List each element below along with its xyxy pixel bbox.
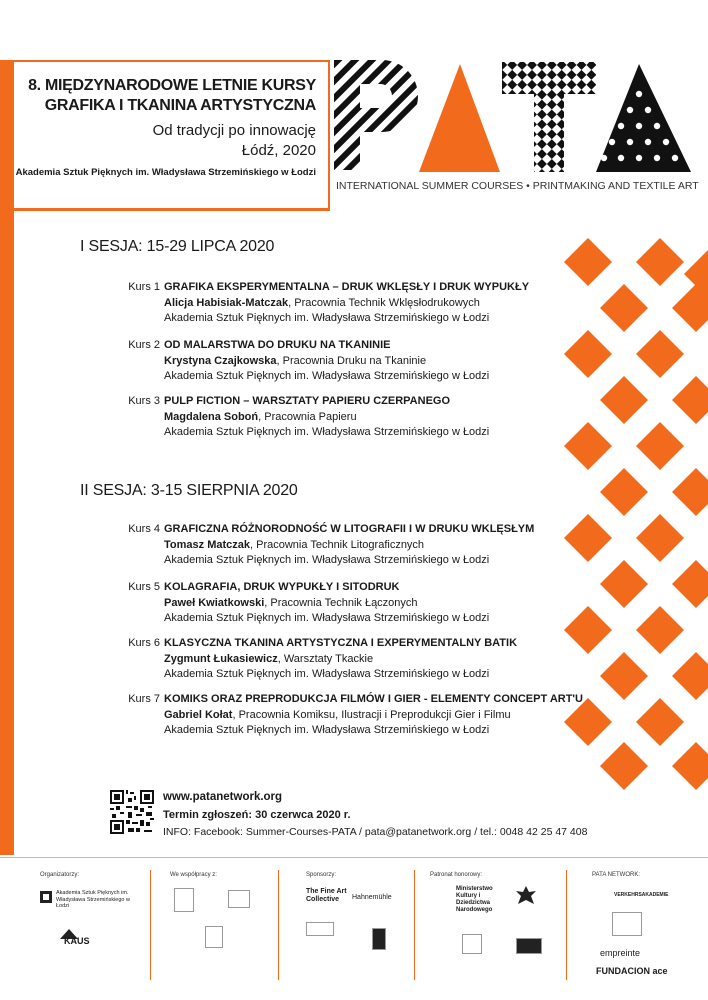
letter-p — [334, 60, 424, 175]
letter-t-checker — [502, 62, 596, 172]
course-academy: Akademia Sztuk Pięknych im. Władysława Strzemińskiego w Łodzi — [164, 724, 490, 736]
patronage-label: Patronat honorowy: — [430, 872, 483, 878]
course-studio: , Pracownia Komiksu, Ilustracji i Preprodukcji Gier i Filmu — [232, 708, 511, 721]
course-teacher: Zygmunt Łukasiewicz — [164, 652, 278, 665]
sponsor-logo-4[interactable] — [372, 928, 386, 950]
course-studio: , Pracownia Technik Litograficznych — [250, 538, 425, 551]
net-verkehrs[interactable]: VERKEHRSAKADEMIE — [614, 892, 669, 898]
course-studio: , Pracownia Papieru — [258, 410, 357, 423]
net-logo-2[interactable] — [612, 912, 642, 936]
course-number: Kurs 5 — [128, 581, 160, 593]
sponsors-label: Sponsorzy: — [306, 872, 337, 878]
qr-code[interactable] — [110, 790, 154, 834]
footer-divider — [0, 857, 708, 858]
course-studio: , Warsztaty Tkackie — [277, 652, 374, 665]
patron-logo-3[interactable] — [462, 934, 482, 954]
course-teacher: Gabriel Kołat — [164, 708, 233, 721]
course-academy: Akademia Sztuk Pięknych im. Władysława Strzemińskiego w Łodzi — [164, 312, 490, 324]
header-city-year: Łódź, 2020 — [241, 142, 316, 159]
course-title: GRAFIKA EKSPERYMENTALNA – DRUK WKLĘSŁY I DRUK WYPUKŁY — [164, 281, 530, 293]
course-academy: Akademia Sztuk Pięknych im. Władysława Strzemińskiego w Łodzi — [164, 370, 490, 382]
header-top-line — [14, 60, 330, 62]
header-right-line — [328, 60, 330, 210]
course-number: Kurs 7 — [128, 693, 160, 705]
org-kaus-name: KAUS — [64, 936, 90, 946]
website-link[interactable]: www.patanetwork.org — [163, 791, 283, 803]
network-label: PATA NETWORK: — [592, 872, 641, 878]
header-title-line2: GRAFIKA I TKANINA ARTYSTYCZNA — [44, 97, 316, 114]
org-asp-name: Akademia Sztuk Pięknych im. Władysława Strzemińskiego w Łodzi — [56, 890, 130, 909]
organizers-label: Organizatorzy: — [40, 872, 80, 878]
pata-tagline: INTERNATIONAL SUMMER COURSES • PRINTMAKING AND TEXTILE ART — [336, 180, 699, 192]
course-title: PULP FICTION – WARSZTATY PAPIERU CZERPANEGO — [164, 395, 451, 407]
session-2-title: II SESJA: 3-15 SIERPNIA 2020 — [80, 482, 298, 499]
course-teacher: Alicja Habisiak-Matczak — [164, 296, 289, 309]
header-title-line1: 8. MIĘDZYNARODOWE LETNIE KURSY — [28, 77, 316, 94]
net-empreinte[interactable]: empreinte — [600, 948, 641, 958]
course-teacher: Magdalena Soboń — [164, 410, 259, 423]
sponsor-logo-3[interactable] — [306, 922, 334, 936]
course-number: Kurs 2 — [128, 339, 160, 351]
course-number: Kurs 4 — [128, 523, 160, 535]
course-title: GRAFICZNA RÓŻNORODNOŚĆ W LITOGRAFII I W DRUKU WKLĘSŁYM — [164, 523, 535, 535]
course-teacher: Paweł Kwiatkowski — [164, 596, 265, 609]
course-title: KLASYCZNA TKANINA ARTYSTYCZNA I EXPERYMENTALNY BATIK — [164, 637, 518, 649]
course-number: Kurs 1 — [128, 281, 160, 293]
header-bottom-line — [14, 208, 330, 211]
course-studio: , Pracownia Technik Łączonych — [264, 596, 418, 609]
letter-a-orange — [419, 64, 500, 172]
net-fundacion[interactable]: FUNDACION ace — [596, 966, 668, 976]
pata-logo — [334, 60, 694, 175]
patron-eagle-icon — [514, 884, 538, 908]
course-teacher: Krystyna Czajkowska — [164, 354, 277, 367]
footer-sep-1 — [150, 870, 151, 980]
course-academy: Akademia Sztuk Pięknych im. Władysława Strzemińskiego w Łodzi — [164, 554, 490, 566]
patron-ministry[interactable]: Ministerstwo Kultury i Dziedzictwa Narodowego — [456, 886, 493, 913]
footer-sep-2 — [278, 870, 279, 980]
org-asp-logo[interactable] — [40, 890, 140, 909]
course-title: KOLAGRAFIA, DRUK WYPUKŁY I SITODRUK — [164, 581, 400, 593]
course-studio: , Pracownia Technik Wklęsłodrukowych — [288, 296, 480, 309]
left-accent-bar — [0, 60, 14, 855]
deadline-text: Termin zgłoszeń: 30 czerwca 2020 r. — [163, 809, 351, 821]
course-teacher: Tomasz Matczak — [164, 538, 250, 551]
session-1-title: I SESJA: 15-29 LIPCA 2020 — [80, 238, 275, 255]
asp-icon — [40, 891, 52, 903]
contact-info: INFO: Facebook: Summer-Courses-PATA / pata@patanetwork.org / tel.: 0048 42 25 47 408 — [163, 826, 588, 838]
cooperation-label: We współpracy z: — [170, 872, 217, 878]
course-academy: Akademia Sztuk Pięknych im. Władysława Strzemińskiego w Łodzi — [164, 426, 490, 438]
course-academy: Akademia Sztuk Pięknych im. Władysława Strzemińskiego w Łodzi — [164, 612, 490, 624]
course-number: Kurs 6 — [128, 637, 160, 649]
course-title: KOMIKS ORAZ PREPRODUKCJA FILMÓW I GIER - ELEMENTY CONCEPT ART'U — [164, 693, 583, 705]
sponsor-hahnemuhle[interactable]: Hahnemühle — [352, 894, 392, 901]
footer-sep-4 — [566, 870, 567, 980]
course-title: OD MALARSTWA DO DRUKU NA TKANINIE — [164, 339, 391, 351]
course-number: Kurs 3 — [128, 395, 160, 407]
course-studio: , Pracownia Druku na Tkaninie — [276, 354, 427, 367]
header-subtitle: Od tradycji po innowację — [152, 122, 316, 139]
header-academy: Akademia Sztuk Pięknych im. Władysława Strzemińskiego w Łodzi — [15, 167, 316, 178]
sponsor-fineart[interactable]: The Fine Art Collective — [306, 888, 347, 903]
coop-logo-1[interactable] — [174, 888, 194, 912]
course-academy: Akademia Sztuk Pięknych im. Władysława Strzemińskiego w Łodzi — [164, 668, 490, 680]
coop-logo-3[interactable] — [205, 926, 223, 948]
coop-logo-2[interactable] — [228, 890, 250, 908]
org-kaus-logo[interactable] — [60, 926, 110, 946]
footer-sep-3 — [414, 870, 415, 980]
patron-logo-4[interactable] — [516, 938, 542, 954]
